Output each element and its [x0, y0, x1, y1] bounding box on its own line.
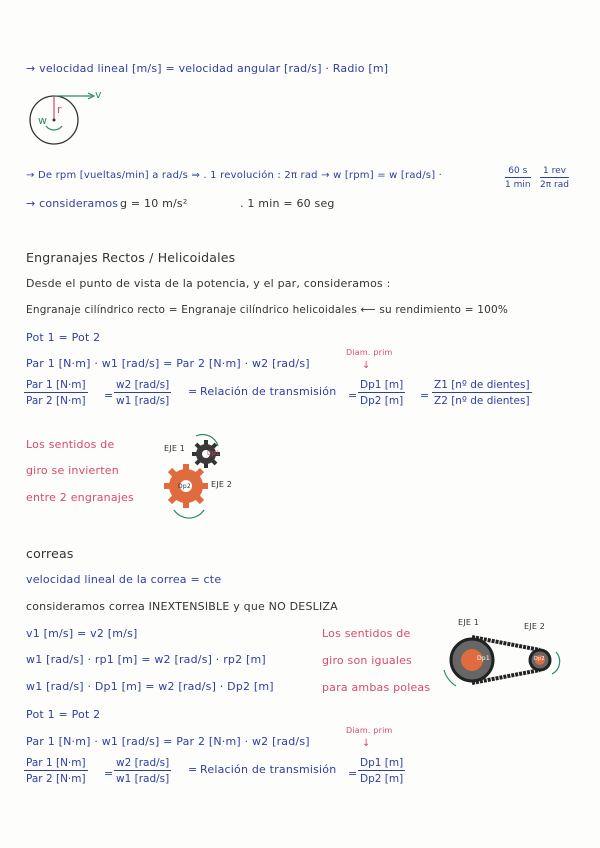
velocity-label: v [95, 88, 102, 101]
diam-prim-note: Diam. prim [346, 348, 393, 357]
torque-equation: Par 1 [N·m] · w1 [rad/s] = Par 2 [N·m] · w2 [rad/s] [26, 735, 310, 748]
belt-pulley-diagram [440, 630, 570, 690]
equals-sign: = [188, 763, 198, 776]
fraction-diameter: $\frac{Dp1 [m]}{Dp2 [m]}$ [360, 379, 404, 407]
diam-prim-note: Diam. prim [346, 726, 393, 735]
torque-equation: Par 1 [N·m] · w1 [rad/s] = Par 2 [N·m] · w2 [rad/s] [26, 357, 310, 370]
fraction-teeth: Z1 [nº de dientes] Z2 [nº de dientes] [434, 379, 530, 407]
belt-note-1: Los sentidos de [322, 627, 411, 640]
power-equality: Pot 1 = Pot 2 [26, 331, 101, 344]
arrow-down-icon: ↓ [362, 738, 371, 749]
gear-note-1: Los sentidos de [26, 438, 115, 451]
equals-sign: = [104, 767, 114, 780]
axis-2-label: EJE 2 [211, 480, 233, 489]
arrow-down-icon: ↓ [362, 360, 371, 371]
fraction-omega: w2 [rad/s] w1 [rad/s] [116, 379, 170, 407]
power-equality: Pot 1 = Pot 2 [26, 708, 101, 721]
belt-velocity-equality: v1 [m/s] = v2 [m/s] [26, 627, 138, 640]
velocity-formula: → velocidad lineal [m/s] = velocidad angular [rad/s] · Radio [m] [26, 62, 389, 75]
gear-big-label: Dp2 [178, 483, 191, 490]
gravity-value: g = 10 m/s² [120, 197, 188, 210]
pulley-2-label: Dp2 [534, 656, 545, 662]
transmission-ratio-label: Relación de transmisión [200, 385, 337, 398]
axis-2-label: EJE 2 [524, 622, 546, 631]
radius-label: r [57, 103, 62, 116]
fraction-torque: Par 1 [N·m] Par 2 [N·m] [26, 379, 86, 407]
equals-sign: = [420, 389, 430, 402]
axis-1-label: EJE 1 [164, 444, 186, 453]
axis-1-label: EJE 1 [458, 618, 480, 627]
fraction-rev: 1 rev 2π rad [540, 166, 569, 190]
belt-assumption: consideramos correa INEXTENSIBLE y que NO DESLIZA [26, 600, 338, 613]
gear-small-label: Dp1 [207, 450, 220, 457]
fraction-omega: w2 [rad/s] w1 [rad/s] [116, 757, 170, 785]
fraction-torque: Par 1 [N·m] Par 2 [N·m] [26, 757, 86, 785]
fraction-diameter: $\frac{Dp1 [m]}{Dp2 [m]}$ [360, 757, 404, 785]
transmission-ratio-label: Relación de transmisión [200, 763, 337, 776]
gear-note-3: entre 2 engranajes [26, 491, 134, 504]
gear-note-2: giro se invierten [26, 464, 119, 477]
rpm-conversion: → De rpm [vueltas/min] a rad/s ⇒ . 1 revolución : 2π rad → w [rpm] = w [rad/s] · [26, 170, 443, 181]
belt-note-2: giro son iguales [322, 654, 412, 667]
gears-equivalence: Engranaje cilíndrico recto = Engranaje cilíndrico helicoidales ⟵ su rendimiento = 100% [26, 304, 509, 316]
pulley-1-label: Dp1 [477, 655, 490, 662]
belt-speed-constant: velocidad lineal de la correa = cte [26, 573, 222, 586]
belt-note-3: para ambas poleas [322, 681, 431, 694]
consider-label: → consideramos [26, 197, 119, 210]
equals-sign: = [348, 389, 358, 402]
belt-diameter-equation: w1 [rad/s] · Dp1 [m] = w2 [rad/s] · Dp2 [m] [26, 680, 274, 693]
equals-sign: = [348, 767, 358, 780]
section-title-gears: Engranajes Rectos / Helicoidales [26, 250, 236, 265]
section-title-belts: correas [26, 546, 74, 561]
minute-equivalence: . 1 min = 60 seg [240, 197, 335, 210]
equals-sign: = [188, 385, 198, 398]
omega-label: w [38, 114, 48, 127]
gears-intro: Desde el punto de vista de la potencia, y el par, consideramos : [26, 277, 391, 290]
belt-radius-equation: w1 [rad/s] · rp1 [m] = w2 [rad/s] · rp2 [m] [26, 653, 266, 666]
fraction-60s: 60 s 1 min [505, 166, 531, 190]
equals-sign: = [104, 389, 114, 402]
